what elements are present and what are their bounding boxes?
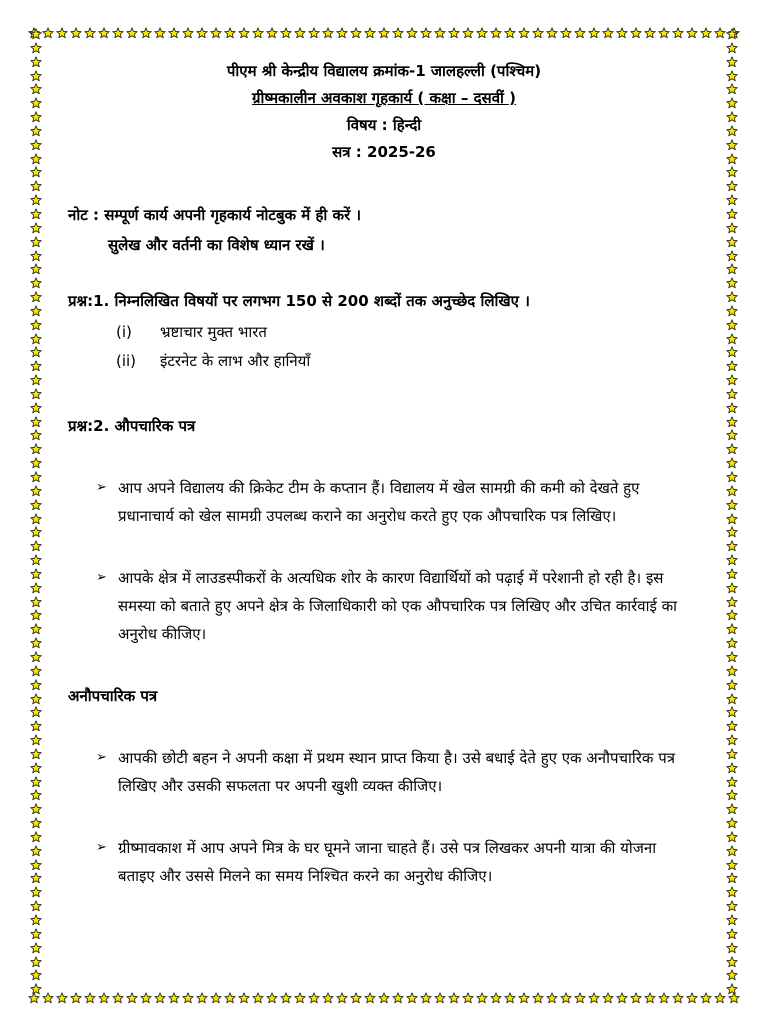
star-icon: [726, 679, 738, 691]
star-icon: [378, 27, 390, 39]
arrow-bullet-icon: ➢: [96, 840, 107, 855]
star-icon: [336, 992, 348, 1004]
star-icon: [30, 457, 42, 469]
star-icon: [434, 27, 446, 39]
star-icon: [182, 992, 194, 1004]
star-icon: [30, 872, 42, 884]
star-icon: [30, 346, 42, 358]
star-icon: [726, 83, 738, 95]
list-item-text: आपकी छोटी बहन ने अपनी कक्षा में प्रथम स्थान प्राप्त किया है। उसे बधाई देते हुए एक अनौपचारिक पत्र लिखिए और उसकी सफलता पर अपनी खुशी व्यक्त कीजिए।: [118, 749, 676, 795]
star-icon: [30, 596, 42, 608]
star-icon: [30, 70, 42, 82]
star-icon: [546, 27, 558, 39]
star-icon: [644, 27, 656, 39]
list-item: [68, 744, 700, 800]
star-icon: [30, 748, 42, 760]
star-icon: [30, 83, 42, 95]
star-icon: [30, 333, 42, 345]
star-icon: [154, 27, 166, 39]
star-icon: [322, 27, 334, 39]
question-1-title: प्रश्न:1. निम्नलिखित विषयों पर लगभग 150 से 200 शब्दों तक अनुच्छेद लिखिए ।: [68, 292, 530, 310]
list-item: [68, 474, 700, 530]
star-icon: [726, 180, 738, 192]
star-icon: [30, 859, 42, 871]
star-icon: [574, 992, 586, 1004]
star-icon: [182, 27, 194, 39]
list-item-text: आपके क्षेत्र में लाउडस्पीकरों के अत्यधिक शोर के कारण विद्यार्थियों को पढ़ाई में परेशानी हो रही है। इस समस्या को बताते हुए अपने क्षेत्र के जिलाधिकारी को एक औपचारिक पत्र लिखिए और उचित कार्रवाई का अनुरोध कीजिए।: [118, 569, 678, 643]
star-icon: [70, 27, 82, 39]
page-border-bottom: [28, 990, 740, 1006]
star-icon: [30, 554, 42, 566]
star-icon: [30, 513, 42, 525]
star-icon: [196, 992, 208, 1004]
question-1-topics: [68, 318, 700, 376]
star-icon: [448, 27, 460, 39]
star-icon: [602, 992, 614, 1004]
star-icon: [196, 27, 208, 39]
star-icon: [726, 277, 738, 289]
star-icon: [30, 679, 42, 691]
star-icon: [476, 992, 488, 1004]
page-border-right: [724, 28, 740, 996]
star-icon: [588, 27, 600, 39]
star-icon: [56, 27, 68, 39]
star-icon: [616, 27, 628, 39]
star-icon: [30, 485, 42, 497]
star-icon: [726, 623, 738, 635]
arrow-bullet-icon: ➢: [96, 750, 107, 765]
star-icon: [726, 942, 738, 954]
page-border-top: [28, 25, 740, 41]
star-icon: [726, 651, 738, 663]
star-icon: [210, 27, 222, 39]
note-line-1: नोट : सम्पूर्ण कार्य अपनी गृहकार्य नोटबुक में ही करें ।: [68, 206, 362, 224]
star-icon: [30, 180, 42, 192]
star-icon: [726, 222, 738, 234]
list-item: [68, 347, 700, 376]
star-icon: [30, 443, 42, 455]
star-icon: [30, 942, 42, 954]
star-icon: [532, 992, 544, 1004]
star-icon: [30, 277, 42, 289]
star-icon: [30, 111, 42, 123]
assignment-title: ग्रीष्मकालीन अवकाश गृहकार्य ( कक्षा – दसवीं ): [251, 89, 517, 107]
star-icon: [30, 305, 42, 317]
star-icon: [30, 706, 42, 718]
star-icon: [364, 27, 376, 39]
star-icon: [726, 56, 738, 68]
star-icon: [686, 27, 698, 39]
star-icon: [392, 27, 404, 39]
star-icon: [726, 582, 738, 594]
star-icon: [434, 992, 446, 1004]
star-icon: [546, 992, 558, 1004]
star-icon: [30, 651, 42, 663]
star-icon: [350, 27, 362, 39]
star-icon: [238, 27, 250, 39]
star-icon: [726, 609, 738, 621]
star-icon: [30, 374, 42, 386]
school-name: पीएम श्री केन्द्रीय विद्यालय क्रमांक-1 जालहल्ली (पश्चिम): [226, 62, 542, 80]
star-icon: [224, 27, 236, 39]
star-icon: [126, 992, 138, 1004]
list-item: [68, 834, 700, 890]
star-icon: [462, 27, 474, 39]
star-icon: [98, 992, 110, 1004]
star-icon: [602, 27, 614, 39]
star-icon: [726, 956, 738, 968]
star-icon: [700, 992, 712, 1004]
star-icon: [30, 291, 42, 303]
star-icon: [726, 208, 738, 220]
star-icon: [30, 568, 42, 580]
star-icon: [30, 263, 42, 275]
star-icon: [726, 693, 738, 705]
star-icon: [726, 70, 738, 82]
star-icon: [30, 194, 42, 206]
star-icon: [726, 374, 738, 386]
star-icon: [726, 817, 738, 829]
star-icon: [644, 992, 656, 1004]
star-icon: [700, 27, 712, 39]
star-icon: [726, 789, 738, 801]
star-icon: [168, 27, 180, 39]
star-icon: [280, 27, 292, 39]
star-icon: [406, 992, 418, 1004]
star-icon: [112, 992, 124, 1004]
star-icon: [30, 540, 42, 552]
star-icon: [726, 236, 738, 248]
star-icon: [30, 402, 42, 414]
star-icon: [726, 568, 738, 580]
star-icon: [726, 305, 738, 317]
star-icon: [726, 748, 738, 760]
star-icon: [280, 992, 292, 1004]
star-icon: [30, 665, 42, 677]
star-icon: [726, 443, 738, 455]
subject-line: विषय : हिन्दी: [346, 116, 422, 134]
star-icon: [726, 803, 738, 815]
star-icon: [726, 734, 738, 746]
star-icon: [448, 992, 460, 1004]
star-icon: [726, 416, 738, 428]
star-icon: [726, 720, 738, 732]
star-icon: [30, 720, 42, 732]
star-icon: [726, 166, 738, 178]
star-icon: [726, 28, 738, 40]
star-icon: [30, 360, 42, 372]
star-icon: [630, 992, 642, 1004]
star-icon: [616, 992, 628, 1004]
list-item: [68, 318, 700, 347]
star-icon: [726, 886, 738, 898]
star-icon: [30, 28, 42, 40]
star-icon: [560, 27, 572, 39]
note-block: [68, 200, 700, 260]
star-icon: [726, 900, 738, 912]
star-icon: [518, 992, 530, 1004]
star-icon: [726, 776, 738, 788]
star-icon: [726, 983, 738, 995]
star-icon: [30, 208, 42, 220]
star-icon: [30, 928, 42, 940]
star-icon: [336, 27, 348, 39]
star-icon: [726, 665, 738, 677]
star-icon: [322, 992, 334, 1004]
star-icon: [726, 637, 738, 649]
star-icon: [30, 734, 42, 746]
star-icon: [726, 762, 738, 774]
star-icon: [726, 513, 738, 525]
star-icon: [30, 97, 42, 109]
list-item-text: भ्रष्टाचार मुक्त भारत: [160, 323, 267, 341]
star-icon: [726, 872, 738, 884]
star-icon: [30, 693, 42, 705]
star-icon: [30, 831, 42, 843]
session-line: सत्र : 2025-26: [332, 143, 436, 161]
page-border-left: [28, 28, 44, 996]
star-icon: [588, 992, 600, 1004]
star-icon: [30, 762, 42, 774]
star-icon: [350, 992, 362, 1004]
star-icon: [30, 803, 42, 815]
star-icon: [462, 992, 474, 1004]
star-icon: [30, 956, 42, 968]
star-icon: [726, 153, 738, 165]
star-icon: [726, 554, 738, 566]
star-icon: [658, 992, 670, 1004]
star-icon: [726, 859, 738, 871]
star-icon: [30, 886, 42, 898]
star-icon: [126, 27, 138, 39]
star-icon: [30, 416, 42, 428]
star-icon: [672, 992, 684, 1004]
star-icon: [504, 27, 516, 39]
star-icon: [30, 845, 42, 857]
star-icon: [504, 992, 516, 1004]
question-3-title: अनौपचारिक पत्र: [68, 687, 158, 705]
star-icon: [726, 42, 738, 54]
star-icon: [726, 360, 738, 372]
star-icon: [30, 236, 42, 248]
star-icon: [490, 992, 502, 1004]
star-icon: [252, 992, 264, 1004]
star-icon: [70, 992, 82, 1004]
star-icon: [726, 485, 738, 497]
star-icon: [30, 222, 42, 234]
star-icon: [726, 540, 738, 552]
star-icon: [30, 582, 42, 594]
arrow-bullet-icon: ➢: [96, 480, 107, 495]
star-icon: [726, 471, 738, 483]
star-icon: [112, 27, 124, 39]
star-icon: [726, 263, 738, 275]
list-item-number: (i): [116, 323, 132, 341]
star-icon: [30, 969, 42, 981]
star-icon: [266, 992, 278, 1004]
star-icon: [30, 125, 42, 137]
note-line-2: सुलेख और वर्तनी का विशेष ध्यान रखें ।: [108, 236, 325, 254]
star-icon: [30, 623, 42, 635]
star-icon: [726, 831, 738, 843]
star-icon: [224, 992, 236, 1004]
list-item-text: आप अपने विद्यालय की क्रिकेट टीम के कप्तान हैं। विद्यालय में खेल सामग्री की कमी को देखते हुए प्रधानाचार्य को खेल सामग्री उपलब्ध कराने का अनुरोध करते हुए एक औपचारिक पत्र लिखिए।: [118, 479, 640, 525]
star-icon: [726, 125, 738, 137]
star-icon: [686, 992, 698, 1004]
star-icon: [726, 346, 738, 358]
star-icon: [30, 153, 42, 165]
star-icon: [726, 402, 738, 414]
star-icon: [30, 983, 42, 995]
star-icon: [630, 27, 642, 39]
star-icon: [490, 27, 502, 39]
star-icon: [532, 27, 544, 39]
document-header: [68, 58, 700, 166]
star-icon: [30, 789, 42, 801]
star-icon: [30, 609, 42, 621]
star-icon: [30, 914, 42, 926]
star-icon: [30, 139, 42, 151]
star-icon: [726, 845, 738, 857]
star-icon: [726, 194, 738, 206]
star-icon: [30, 388, 42, 400]
star-icon: [726, 111, 738, 123]
star-icon: [140, 27, 152, 39]
star-icon: [658, 27, 670, 39]
star-icon: [726, 97, 738, 109]
star-icon: [726, 706, 738, 718]
star-icon: [726, 250, 738, 262]
star-icon: [30, 42, 42, 54]
star-icon: [168, 992, 180, 1004]
star-icon: [308, 27, 320, 39]
star-icon: [726, 928, 738, 940]
star-icon: [726, 526, 738, 538]
star-icon: [726, 291, 738, 303]
document-page: [68, 58, 700, 964]
star-icon: [30, 817, 42, 829]
star-icon: [140, 992, 152, 1004]
star-icon: [420, 27, 432, 39]
star-icon: [84, 992, 96, 1004]
star-icon: [30, 900, 42, 912]
star-icon: [726, 333, 738, 345]
star-icon: [726, 457, 738, 469]
list-item: [68, 564, 700, 648]
star-icon: [726, 499, 738, 511]
star-icon: [30, 499, 42, 511]
star-icon: [560, 992, 572, 1004]
star-icon: [238, 992, 250, 1004]
star-icon: [294, 992, 306, 1004]
arrow-bullet-icon: ➢: [96, 570, 107, 585]
star-icon: [574, 27, 586, 39]
star-icon: [518, 27, 530, 39]
star-icon: [30, 166, 42, 178]
star-icon: [30, 776, 42, 788]
star-icon: [726, 139, 738, 151]
star-icon: [726, 388, 738, 400]
star-icon: [154, 992, 166, 1004]
star-icon: [30, 637, 42, 649]
list-item-text: इंटरनेट के लाभ और हानियाँ: [160, 352, 311, 370]
star-icon: [30, 471, 42, 483]
star-icon: [30, 526, 42, 538]
star-icon: [30, 429, 42, 441]
star-icon: [476, 27, 488, 39]
star-icon: [308, 992, 320, 1004]
star-icon: [726, 429, 738, 441]
star-icon: [672, 27, 684, 39]
star-icon: [726, 969, 738, 981]
star-icon: [56, 992, 68, 1004]
star-icon: [266, 27, 278, 39]
star-icon: [98, 27, 110, 39]
star-icon: [364, 992, 376, 1004]
star-icon: [406, 27, 418, 39]
list-item-text: ग्रीष्मावकाश में आप अपने मित्र के घर घूमने जाना चाहते हैं। उसे पत्र लिखकर अपनी यात्रा की योजना बताइए और उससे मिलने का समय निश्चित करने का अनुरोध कीजिए।: [118, 839, 657, 885]
star-icon: [210, 992, 222, 1004]
star-icon: [30, 56, 42, 68]
star-icon: [420, 992, 432, 1004]
star-icon: [84, 27, 96, 39]
star-icon: [378, 992, 390, 1004]
star-icon: [294, 27, 306, 39]
star-icon: [252, 27, 264, 39]
star-icon: [392, 992, 404, 1004]
star-icon: [726, 319, 738, 331]
question-2-title: प्रश्न:2. औपचारिक पत्र: [68, 417, 196, 435]
star-icon: [30, 250, 42, 262]
list-item-number: (ii): [116, 352, 137, 370]
star-icon: [726, 596, 738, 608]
star-icon: [726, 914, 738, 926]
star-icon: [30, 319, 42, 331]
